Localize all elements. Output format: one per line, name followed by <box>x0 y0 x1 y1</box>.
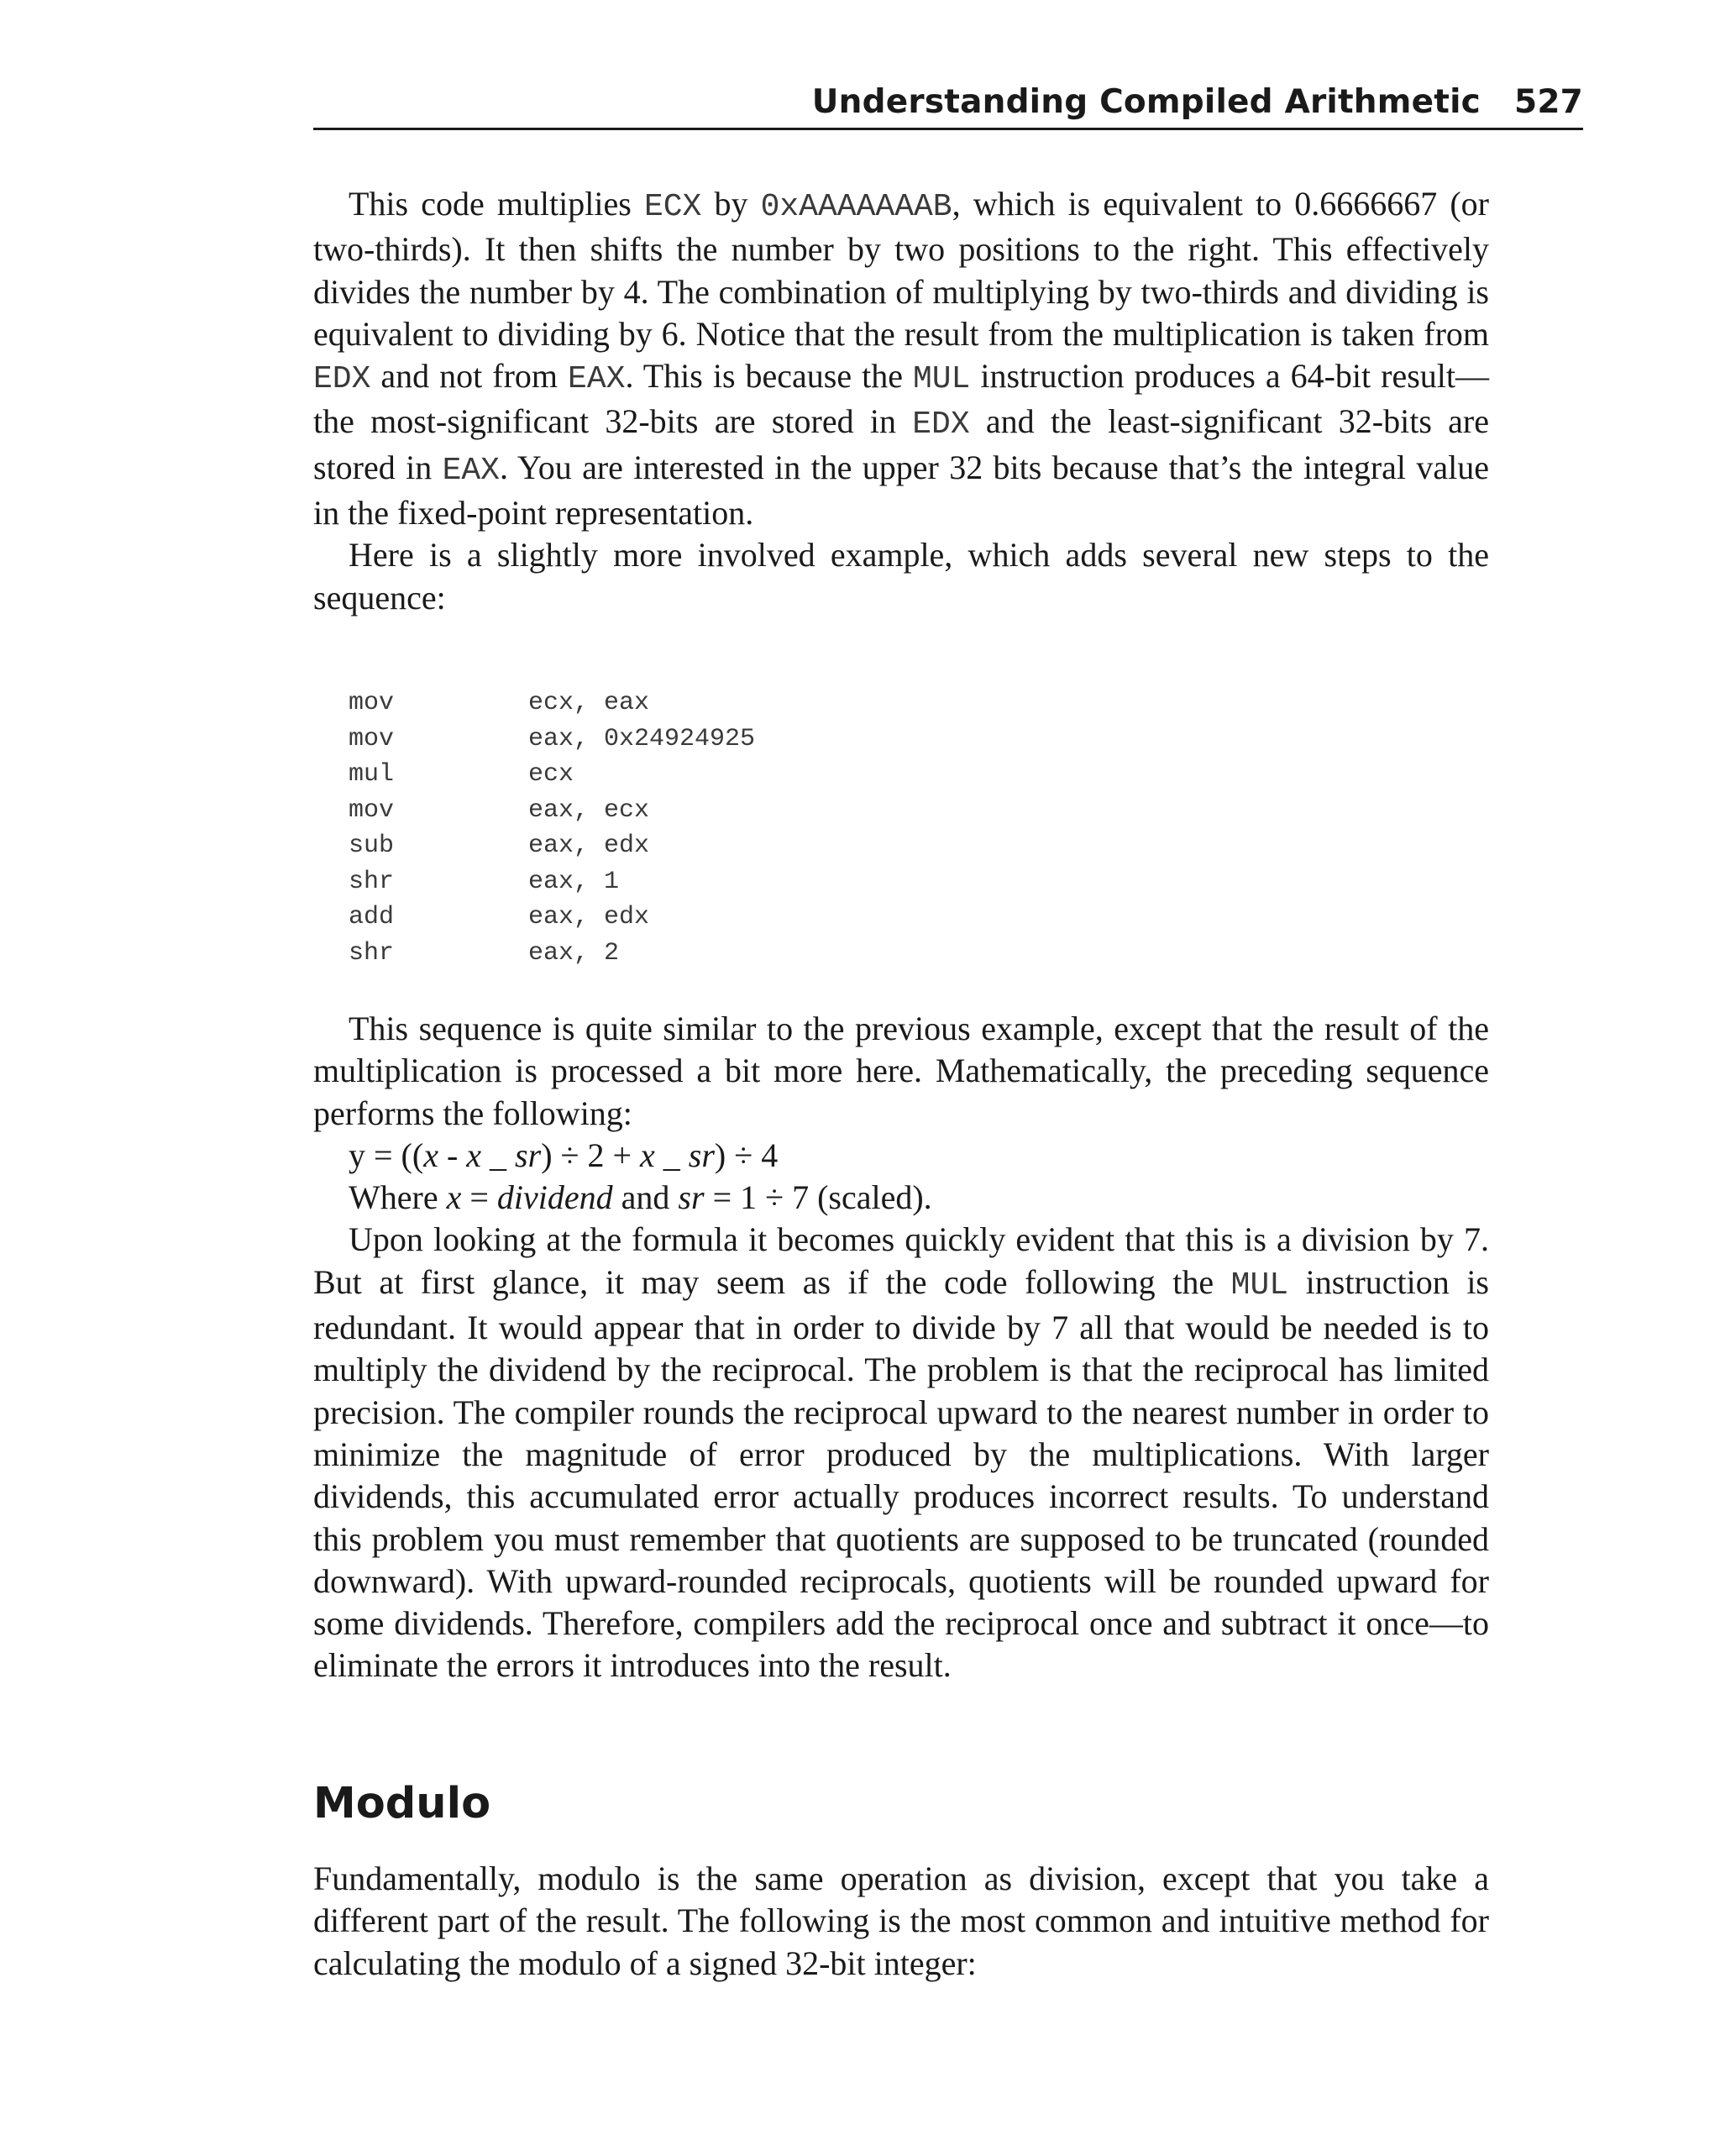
code-line: mul ecx <box>349 760 574 789</box>
code-line: shr eax, 1 <box>349 867 620 896</box>
code-line: mov eax, ecx <box>349 795 650 825</box>
running-head <box>313 77 1583 130</box>
code-line: add eax, edx <box>349 903 650 931</box>
paragraph-multiplication: This code multiplies ECX by 0xAAAAAAAB, which is equivalent to 0.6666667 (or two-thirds). It then shifts the number by two positions to the right. This effectively divides the number by 4. The combination of multiplying by two-thirds and dividing is equivalent to dividing by 6. Notice that the result from the multiplication is taken from EDX and not from EAX. This is because the MUL instruction produces a 64-bit result—the most-significant 32-bits are stored in EDX and the least-significant 32-bits are stored in EAX. You are interested in the upper 32 bits because that’s the integral value in the fixed-point representation. <box>313 185 1490 532</box>
paragraph-modulo: Fundamentally, modulo is the same operation as division, except that you take a different part of the result. The following is the most common and intuitive method for calculating the modulo of a signed 32-bit integer: <box>313 1860 1489 1982</box>
code-mul: MUL <box>912 361 971 398</box>
code-eax: EAX <box>442 452 500 489</box>
code-ecx: ECX <box>643 189 702 225</box>
formula-definitions: Where x = dividend and sr = 1 ÷ 7 (scaled). <box>349 1178 932 1217</box>
formula: y = ((x - x _ sr) ÷ 2 + x _ sr) ÷ 4 <box>349 1136 779 1174</box>
chapter-title: Understanding Compiled Arithmetic <box>811 83 1481 121</box>
paragraph-intro-example: Here is a slightly more involved example, which adds several new steps to the sequence: <box>313 536 1489 616</box>
code-line: mov eax, 0x24924925 <box>349 724 756 753</box>
code-line: shr eax, 2 <box>349 938 620 968</box>
body-block-2 <box>313 1008 1489 1687</box>
code-edx: EDX <box>912 407 970 443</box>
section-heading-modulo: Modulo <box>313 1779 491 1828</box>
code-edx: EDX <box>313 361 371 398</box>
code-hex-constant: 0xAAAAAAAB <box>760 189 952 225</box>
paragraph-sequence-explanation: This sequence is quite similar to the previous example, except that the result of the multiplication is processed a bit more here. Mathematically, the preceding sequence performs the following: <box>313 1010 1489 1132</box>
code-eax: EAX <box>568 361 626 398</box>
code-line: sub eax, edx <box>349 831 650 860</box>
body-block-3 <box>313 1858 1489 1985</box>
assembly-listing <box>349 685 755 971</box>
body-block-1 <box>313 183 1489 619</box>
paragraph-division-by-7: Upon looking at the formula it becomes quickly evident that this is a division by 7. But at first glance, it may seem as if the code following the MUL instruction is redundant. It would appear that in order to divide by 7 all that would be needed is to multiply the dividend by the reciprocal. The problem is that the reciprocal has limited precision. The compiler rounds the reciprocal upward to the nearest number in order to minimize the magnitude of error produced by the multiplications. With larger dividends, this accumulated error actually produces incorrect results. To understand this problem you must remember that quotients are supposed to be truncated (rounded downward). With upward-rounded reciprocals, quotients will be rounded upward for some dividends. Therefore, compilers add the reciprocal once and subtract it once—to eliminate the errors it introduces into the result. <box>313 1220 1490 1685</box>
code-mul: MUL <box>1230 1267 1289 1304</box>
code-line: mov ecx, eax <box>349 689 650 717</box>
page-number: 527 <box>1513 83 1583 121</box>
